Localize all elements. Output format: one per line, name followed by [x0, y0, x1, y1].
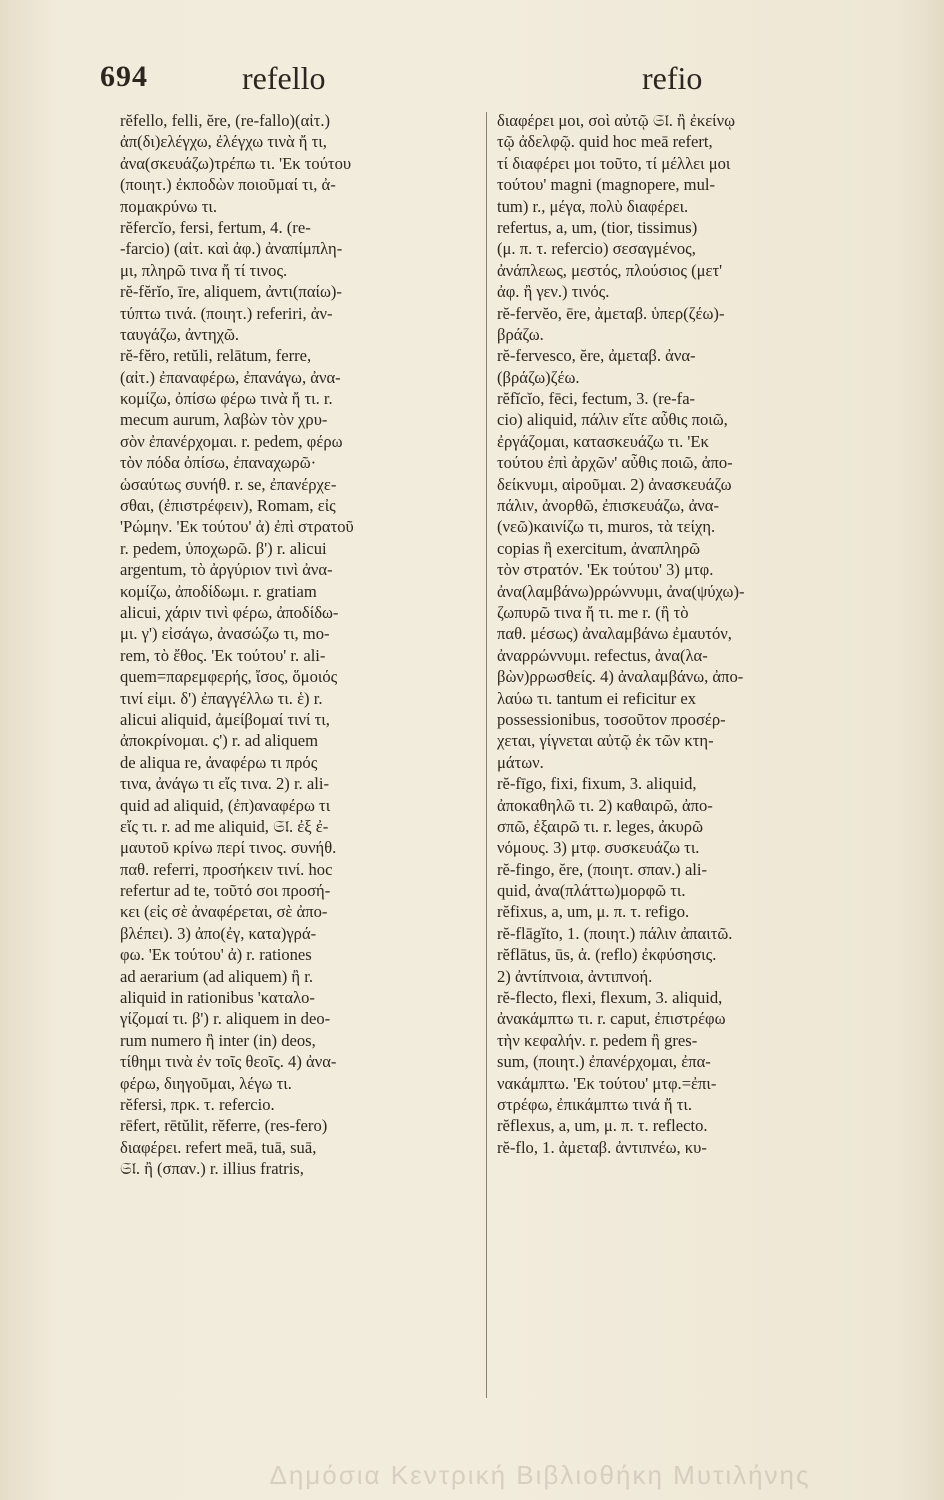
- entry-line: (βράζω)ζέω.: [497, 367, 580, 387]
- entry-line: σπῶ, ἐξαιρῶ τι. r. leges, ἀκυρῶ: [497, 816, 704, 836]
- entry-line: de aliqua re, ἀναφέρω τι πρός: [120, 752, 318, 772]
- entry-line: 2) ἀντίπνοια, ἀντιπνοή.: [497, 966, 653, 986]
- entry-line: rĕ-flecto, flexi, flexum, 3. aliquid,: [497, 988, 723, 1008]
- entry-line: (νεῶ)καινίζω τι, muros, τὰ τείχη.: [497, 517, 716, 537]
- entry-line: τὴν κεφαλήν. r. pedem ἢ gres-: [497, 1030, 698, 1050]
- entry-line: tum) r., μέγα, πολὺ διαφέρει.: [497, 196, 689, 216]
- entry-line: ἀνάπλεως, μεστός, πλούσιος (μετ': [497, 260, 723, 280]
- entry-line: μι, πληρῶ τινα ἤ τί τινος.: [120, 260, 288, 280]
- entry-line: βὼν)ρρωσθείς. 4) ἀναλαμβάνω, ἀπο-: [497, 667, 744, 687]
- entry-line: τούτου' magni (magnopere, mul-: [497, 175, 716, 195]
- entry-line: alicui aliquid, ἀμείβομαί τινί τι,: [120, 709, 330, 729]
- entry-line: τύπτω τινά. (ποιητ.) referiri, ἀν-: [120, 303, 333, 323]
- entry-line: εἴς τι. r. ad me aliquid, 𝔖𝔩. ἐξ ἐ-: [120, 816, 329, 836]
- entry-line: τί διαφέρει μοι τοῦτο, τί μέλλει μοι: [497, 153, 731, 173]
- entry-line: νακάμπτω. 'Εκ τούτου' μτφ.=ἐπι-: [497, 1073, 717, 1093]
- entry-line: πομακρύνω τι.: [120, 196, 217, 216]
- entry-line: rĕfixus, a, um, μ. π. τ. refigo.: [497, 902, 690, 922]
- entry-line: τινί εἰμι. δ') ἐπαγγέλλω τι. ἑ) r.: [120, 688, 323, 708]
- entry-line: 𝔖𝔩. ἢ (σπαν.) r. illius fratris,: [120, 1159, 304, 1179]
- entry-line: βράζω.: [497, 324, 544, 344]
- entry-line: ἀπ(δι)ελέγχω, ἐλέγχω τινὰ ἤ τι,: [120, 132, 327, 152]
- entry-line: (ποιητ.) ἐκποδὼν ποιοῦμαί τι, ἀ-: [120, 175, 336, 195]
- entry-line: διαφέρει μοι, σοὶ αὐτῷ 𝔖𝔩. ἢ ἐκείνῳ: [497, 111, 736, 130]
- entry-line: ζωπυρῶ τινα ἤ τι. me r. (ἢ τὸ: [497, 602, 689, 622]
- page-header: [0, 60, 944, 110]
- entry-line: ἐργάζομαι, κατασκευάζω τι. 'Εκ: [497, 431, 709, 451]
- entry-line: rĕfersi, πρκ. τ. refercio.: [120, 1094, 275, 1114]
- right-column: [497, 110, 862, 1158]
- entry-line: ἀνακάμπτω τι. r. caput, ἐπιστρέφω: [497, 1009, 726, 1029]
- left-guide-word: refello: [242, 60, 326, 96]
- entry-line: rĕ-flāgĭto, 1. (ποιητ.) πάλιν ἀπαιτῶ.: [497, 923, 733, 943]
- entry-line: copias ἢ exercitum, ἀναπληρῶ: [497, 538, 701, 558]
- library-watermark: Δημόσια Κεντρική Βιβλιοθήκη Μυτιλήνης: [269, 1460, 811, 1490]
- entry-line: rem, τὸ ἔθος. 'Εκ τούτου' r. ali-: [120, 645, 326, 665]
- entry-line: rēfert, rētŭlit, rĕferre, (res-fero): [120, 1116, 328, 1136]
- entry-line: ἀποκαθηλῶ τι. 2) καθαιρῶ, ἀπο-: [497, 795, 713, 815]
- entry-line: quid, ἀνα(πλάττω)μορφῶ τι.: [497, 881, 686, 901]
- entry-line: φω. 'Εκ τούτου' ἀ) r. rationes: [120, 945, 312, 965]
- entry-line: μάτων.: [497, 752, 544, 772]
- left-column: [120, 110, 485, 1180]
- entry-line: τὸν στρατόν. 'Εκ τούτου' 3) μτφ.: [497, 560, 714, 580]
- entry-line: rĕfercĭo, fersi, fertum, 4. (re-: [120, 217, 311, 237]
- entry-line: mecum aurum, λαβὼν τὸν χρυ-: [120, 410, 328, 430]
- column-divider: [486, 112, 487, 1398]
- entry-line: τίθημι τινὰ ἐν τοῖς θεοῖς. 4) ἀνα-: [120, 1052, 337, 1072]
- entry-line: refertur ad te, τοῦτό σοι προσή-: [120, 881, 331, 901]
- entry-line: σθαι, (ἐπιστρέφειν), Romam, εἰς: [120, 496, 336, 516]
- entry-line: sum, (ποιητ.) ἐπανέρχομαι, ἐπα-: [497, 1052, 711, 1072]
- entry-line: rĕ-fīgo, fixi, fixum, 3. aliquid,: [497, 774, 697, 794]
- entry-line: rĕflexus, a, um, μ. π. τ. reflecto.: [497, 1116, 708, 1136]
- entry-line: φέρω, διηγοῦμαι, λέγω τι.: [120, 1073, 292, 1093]
- entry-line: κομίζω, ὀπίσω φέρω τινὰ ἤ τι. r.: [120, 389, 333, 409]
- entry-line: quem=παρεμφερής, ἴσος, ὅμοιός: [120, 667, 338, 687]
- entry-line: r. pedem, ὑποχωρῶ. β') r. alicui: [120, 538, 327, 558]
- entry-line: μι. γ') εἰσάγω, ἀνασώζω τι, mo-: [120, 624, 330, 644]
- entry-line: quid ad aliquid, (ἐπ)αναφέρω τι: [120, 795, 331, 815]
- entry-line: κει (εἰς σὲ ἀναφέρεται, σὲ ἀπο-: [120, 902, 328, 922]
- entry-line: χεται, γίγνεται αὐτῷ ἐκ τῶν κτη-: [497, 731, 714, 751]
- entry-line: τινα, ἀνάγω τι εἴς τινα. 2) r. ali-: [120, 774, 329, 794]
- entry-line: (μ. π. τ. refercio) σεσαγμένος,: [497, 239, 696, 259]
- entry-line: νόμους. 3) μτφ. συσκευάζω τι.: [497, 838, 700, 858]
- entry-line: rĕ-fĕrĭo, īre, aliquem, ἀντι(παίω)-: [120, 282, 342, 302]
- entry-line: ad aerarium (ad aliquem) ἢ r.: [120, 966, 313, 986]
- entry-line: rĕflātus, ūs, ἀ. (reflo) ἐκφύσησις.: [497, 945, 717, 965]
- page-number: 694: [100, 60, 148, 93]
- entry-line: παθ. referri, προσήκειν τινί. hoc: [120, 859, 333, 879]
- entry-line: rĕ-flo, 1. ἀμεταβ. ἀντιπνέω, κυ-: [497, 1137, 707, 1157]
- entry-line: argentum, τὸ ἀργύριον τινὶ ἀνα-: [120, 560, 333, 580]
- entry-line: τούτου ἐπὶ ἀρχῶν' αὖθις ποιῶ, ἀπο-: [497, 453, 733, 473]
- entry-line: rĕfĭcĭo, fēci, fectum, 3. (re-fa-: [497, 389, 696, 409]
- entry-line: ἀναρρώννυμι. refectus, ἀνα(λα-: [497, 645, 708, 665]
- entry-line: τὸν πόδα ὀπίσω, ἐπαναχωρῶ·: [120, 453, 317, 473]
- right-guide-word: refio: [642, 60, 703, 96]
- entry-line: μαυτοῦ κρίνω περί τινος. συνήθ.: [120, 838, 337, 858]
- entry-line: πάλιν, ἀνορθῶ, ἐπισκευάζω, ἀνα-: [497, 496, 720, 516]
- entry-line: rĕ-fervĕo, ēre, ἀμεταβ. ὑπερ(ζέω)-: [497, 303, 725, 323]
- entry-line: rĕ-fingo, ĕre, (ποιητ. σπαν.) ali-: [497, 859, 708, 879]
- entry-line: δείκνυμι, αἱροῦμαι. 2) ἀνασκευάζω: [497, 474, 732, 494]
- entry-line: κομίζω, ἀποδίδωμι. r. gratiam: [120, 581, 317, 601]
- entry-line: rĕ-fĕro, retŭli, relātum, ferre,: [120, 346, 312, 366]
- entry-line: refertus, a, um, (tior, tissimus): [497, 217, 698, 237]
- entry-line: rĕ-fervesco, ĕre, ἀμεταβ. ἀνα-: [497, 346, 696, 366]
- entry-line: possessionibus, τοσοῦτον προσέρ-: [497, 709, 726, 729]
- entry-line: βλέπει). 3) ἀπο(ἐγ, κατα)γρά-: [120, 923, 317, 943]
- entry-line: διαφέρει. refert meā, tuā, suā,: [120, 1137, 317, 1157]
- entry-line: στρέφω, ἐπικάμπτω τινά ἤ τι.: [497, 1094, 692, 1114]
- entry-line: -farcio) (αἰτ. καὶ ἀφ.) ἀναπίμπλη-: [120, 239, 343, 259]
- entry-line: παθ. μέσως) ἀναλαμβάνω ἐμαυτόν,: [497, 624, 732, 644]
- entry-line: aliquid in rationibus 'καταλο-: [120, 988, 315, 1008]
- entry-line: alicui, χάριν τινὶ φέρω, ἀποδίδω-: [120, 602, 339, 622]
- entry-line: (αἰτ.) ἐπαναφέρω, ἐπανάγω, ἀνα-: [120, 367, 341, 387]
- entry-line: cio) aliquid, πάλιν εἴτε αὖθις ποιῶ,: [497, 410, 728, 430]
- entry-line: ἀφ. ἢ γεν.) τινός.: [497, 282, 610, 302]
- entry-line: ἀνα(σκευάζω)τρέπω τι. 'Εκ τούτου: [120, 153, 352, 173]
- entry-line: σὸν ἐπανέρχομαι. r. pedem, φέρω: [120, 431, 343, 451]
- entry-line: rum numero ἢ inter (in) deos,: [120, 1030, 316, 1050]
- entry-line: 'Ρώμην. 'Εκ τούτου' ἀ) ἐπὶ στρατοῦ: [120, 517, 354, 537]
- entry-line: ἀποκρίνομαι. ς') r. ad aliquem: [120, 731, 319, 751]
- entry-line: ἀνα(λαμβάνω)ρρώννυμι, ἀνα(ψύχω)-: [497, 581, 745, 601]
- entry-line: γίζομαί τι. β') r. aliquem in deo-: [120, 1009, 331, 1029]
- entry-line: λαύω τι. tantum ei reficitur ex: [497, 688, 697, 708]
- entry-line: τῷ ἀδελφῷ. quid hoc meā refert,: [497, 132, 713, 152]
- entry-line: ὡσαύτως συνήθ. r. se, ἐπανέρχε-: [120, 474, 337, 494]
- entry-line: rĕfello, felli, ĕre, (re-fallo)(αἰτ.): [120, 111, 331, 130]
- entry-line: ταυγάζω, ἀντηχῶ.: [120, 324, 240, 344]
